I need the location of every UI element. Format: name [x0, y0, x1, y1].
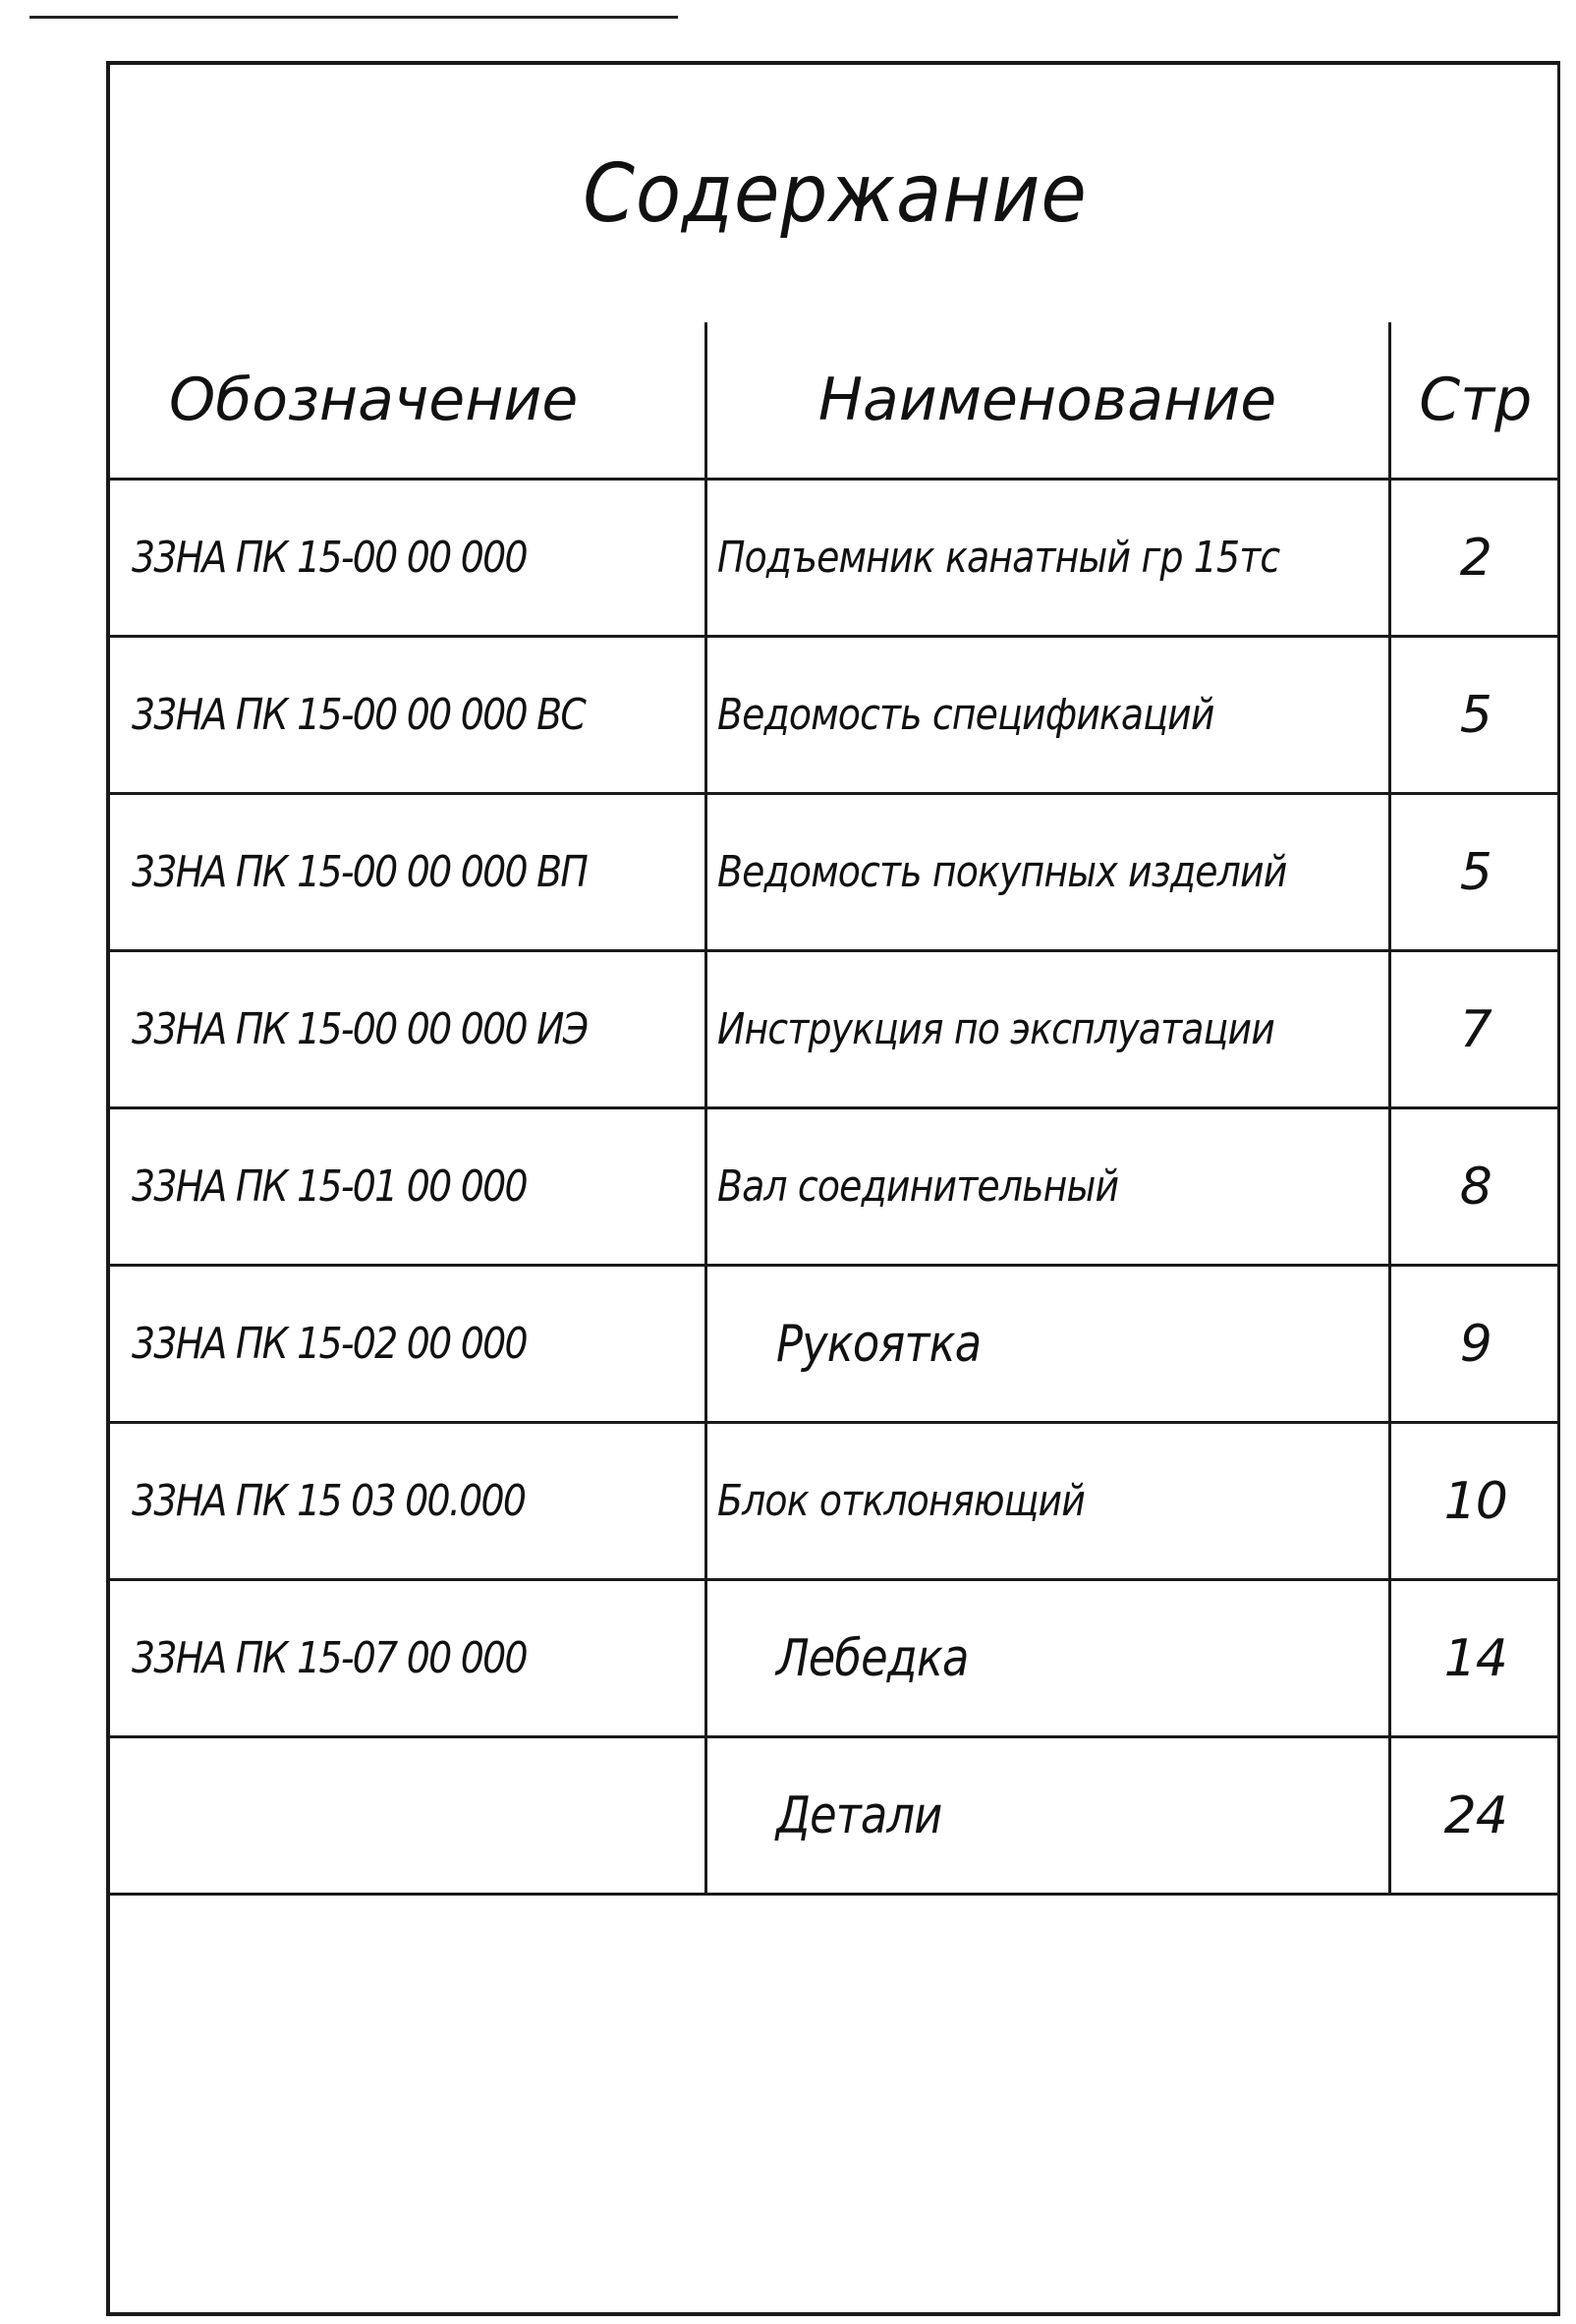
page-cell: 14	[1389, 1580, 1560, 1737]
name-text: Ведомость спецификаций	[716, 690, 1214, 740]
name-cell	[705, 1580, 1389, 1737]
page-cell: 5	[1389, 794, 1560, 951]
designation-text: 33НА ПК 15-01 00 000	[132, 1162, 527, 1212]
designation-cell	[110, 794, 705, 951]
table-row	[110, 794, 1560, 951]
page-cell: 9	[1389, 1266, 1560, 1423]
page-cell: 7	[1389, 951, 1560, 1108]
table-row	[110, 951, 1560, 1108]
table-header-row	[110, 322, 1560, 480]
designation-text: 33НА ПК 15-07 00 000	[132, 1633, 527, 1683]
table-row	[110, 1266, 1560, 1423]
designation-cell	[110, 951, 705, 1108]
page-cell: 5	[1389, 637, 1560, 794]
designation-cell	[110, 1580, 705, 1737]
name-text: Ведомость покупных изделий	[716, 847, 1287, 897]
table-row	[110, 480, 1560, 637]
name-text: Вал соединительный	[716, 1162, 1118, 1212]
name-text: Инструкция по эксплуатации	[716, 1004, 1274, 1054]
page-title: Содержание	[583, 146, 1088, 241]
name-cell	[705, 1737, 1389, 1895]
designation-text: 33НА ПК 15-00 00 000 ВП	[132, 847, 588, 897]
designation-text: 33НА ПК 15-00 00 000	[132, 533, 527, 583]
name-text: Подъемник канатный гр 15тс	[716, 533, 1279, 583]
name-cell	[705, 1266, 1389, 1423]
designation-text: 33НА ПК 15-00 00 000 ИЭ	[132, 1004, 588, 1054]
table-row	[110, 1108, 1560, 1266]
designation-cell	[110, 480, 705, 637]
table-row	[110, 637, 1560, 794]
designation-text: 33НА ПК 15 03 00.000	[132, 1476, 526, 1526]
column-header-page: Стр	[1389, 322, 1560, 480]
designation-cell	[110, 1737, 705, 1895]
designation-text: 33НА ПК 15-02 00 000	[132, 1319, 527, 1369]
table-row	[110, 1737, 1560, 1895]
page-cell: 10	[1389, 1423, 1560, 1580]
name-cell	[705, 637, 1389, 794]
page-cell: 2	[1389, 480, 1560, 637]
top-rule	[29, 16, 678, 19]
designation-cell	[110, 1423, 705, 1580]
table-row	[110, 1423, 1560, 1580]
name-text: Рукоятка	[775, 1314, 981, 1374]
page-cell: 24	[1389, 1737, 1560, 1895]
name-text: Лебедка	[775, 1628, 969, 1688]
designation-cell	[110, 637, 705, 794]
name-cell	[705, 794, 1389, 951]
name-cell	[705, 1423, 1389, 1580]
page-cell: 8	[1389, 1108, 1560, 1266]
table-row	[110, 1580, 1560, 1737]
designation-cell	[110, 1108, 705, 1266]
contents-table	[110, 322, 1560, 1896]
column-header-name: Наименование	[705, 322, 1389, 480]
name-cell	[705, 951, 1389, 1108]
name-text: Детали	[775, 1786, 941, 1845]
column-header-code: Обозначение	[110, 322, 705, 480]
name-cell	[705, 480, 1389, 637]
designation-text: 33НА ПК 15-00 00 000 ВС	[132, 690, 586, 740]
name-text: Блок отклоняющий	[716, 1476, 1085, 1526]
document-sheet	[106, 61, 1560, 2316]
designation-cell	[110, 1266, 705, 1423]
name-cell	[705, 1108, 1389, 1266]
